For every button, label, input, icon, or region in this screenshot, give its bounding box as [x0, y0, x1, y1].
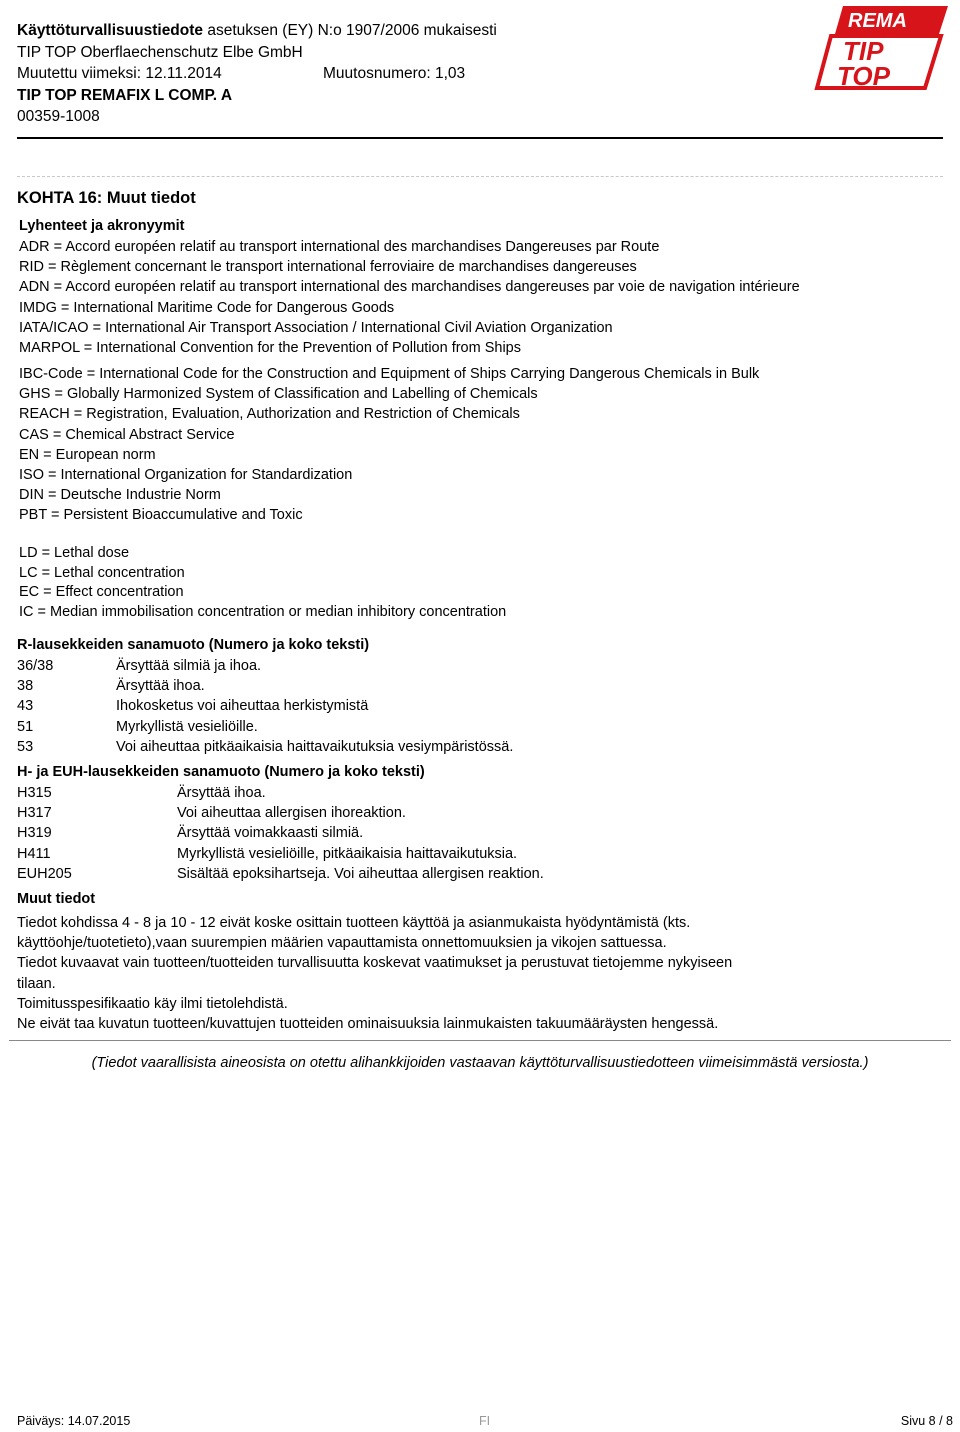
abbrev-item: IC = Median immobilisation concentration or median inhibitory concentration — [19, 603, 507, 620]
r-phrase-code: 43 — [17, 698, 34, 715]
h-phrase-row — [17, 823, 544, 843]
other-info-text — [17, 913, 943, 1034]
section-title: KOHTA 16: Muut tiedot — [17, 189, 196, 207]
company-name: TIP TOP Oberflaechenschutz Elbe GmbH — [17, 43, 303, 61]
r-phrase-row — [17, 696, 513, 716]
document-title — [17, 20, 497, 42]
r-phrase-text: Ärsyttää silmiä ja ihoa. — [116, 658, 262, 674]
modified-date-text: Muutettu viimeksi: 12.11.2014 — [17, 65, 222, 82]
other-info-line: käyttöohje/tuotetieto),vaan suurempien määrien vapauttamista onnettomuuksien ja vikojen sattuessa. — [17, 935, 667, 952]
h-phrase-text: Ärsyttää voimakkaasti silmiä. — [177, 825, 364, 842]
dashed-divider — [17, 176, 943, 177]
abbrev-item: RID = Règlement concernant le transport international ferroviaire de marchandises dangereuses — [19, 259, 637, 276]
abbrev-item: ISO = International Organization for Standardization — [19, 467, 353, 484]
r-phrase-text: Myrkyllistä vesieliöille. — [116, 718, 258, 735]
r-phrase-code: 53 — [17, 738, 34, 755]
r-phrases-table — [17, 656, 513, 757]
abbrev-item: DIN = Deutsche Industrie Norm — [19, 487, 221, 504]
language-code: FI — [479, 1414, 491, 1428]
abbrev-item: MARPOL = International Convention for the Prevention of Pollution from Ships — [19, 340, 521, 357]
other-info-line: tilaan. — [17, 975, 56, 992]
r-phrase-code: 51 — [17, 718, 34, 735]
r-phrase-row — [17, 676, 513, 696]
abbrev-heading: Lyhenteet ja akronyymit — [19, 218, 185, 234]
logo-rema-text: REMA — [848, 10, 907, 32]
abbrev-item: EN = European norm — [19, 446, 156, 463]
h-phrase-code: H315 — [17, 785, 52, 801]
abbrev-item: REACH = Registration, Evaluation, Authorization and Restriction of Chemicals — [19, 406, 520, 423]
r-phrases-heading: R-lausekkeiden sanamuoto (Numero ja koko teksti) — [17, 637, 370, 653]
product-code: 00359-1008 — [17, 108, 100, 125]
h-phrases-heading: H- ja EUH-lausekkeiden sanamuoto (Numero ja koko teksti) — [17, 764, 425, 780]
h-phrases-table — [17, 783, 544, 884]
h-phrase-row — [17, 803, 544, 823]
abbrev-item: IBC-Code = International Code for the Construction and Equipment of Ships Carrying Dangerous Chemicals in Bulk — [19, 366, 760, 382]
modified-date — [17, 63, 497, 85]
abbrev-item: LC = Lethal concentration — [19, 564, 185, 581]
h-phrase-code: H411 — [17, 845, 51, 862]
h-phrase-row — [17, 864, 544, 884]
abbrev-item: PBT = Persistent Bioaccumulative and Toxic — [19, 507, 303, 524]
document-title-rest: asetuksen (EY) N:o 1907/2006 mukaisesti — [207, 22, 497, 39]
r-phrase-row — [17, 737, 513, 757]
source-note: (Tiedot vaarallisista aineosista on otettu alihankkijoiden vastaavan käyttöturvallisuustiedotteen viimeisimmästä versiosta.) — [91, 1055, 869, 1071]
h-phrase-code: EUH205 — [17, 865, 72, 882]
revision-number: Muutosnumero: 1,03 — [323, 65, 466, 82]
h-phrase-code: H319 — [17, 825, 52, 842]
r-phrase-row — [17, 717, 513, 737]
rema-tip-top-logo — [813, 4, 948, 90]
other-info-line: Ne eivät taa kuvatun tuotteen/kuvattujen tuotteiden ominaisuuksia lainmukaisten takuumääräysten hengessä. — [17, 1016, 719, 1033]
r-phrase-code: 36/38 — [17, 658, 54, 674]
h-phrase-text: Voi aiheuttaa allergisen ihoreaktion. — [177, 805, 406, 822]
abbrev-item: IMDG = International Maritime Code for Dangerous Goods — [19, 299, 395, 316]
h-phrase-text: Sisältää epoksihartseja. Voi aiheuttaa allergisen reaktion. — [177, 865, 544, 882]
h-phrase-row — [17, 844, 544, 864]
abbrev-list-2 — [19, 364, 759, 526]
logo-top-text: TOP — [837, 61, 890, 90]
abbrev-list-3 — [19, 544, 506, 622]
page-footer — [17, 1414, 953, 1428]
other-info-line: Toimitusspesifikaatio käy ilmi tietolehdistä. — [17, 995, 288, 1012]
abbrev-item: EC = Effect concentration — [19, 584, 184, 600]
h-phrase-text: Myrkyllistä vesieliöille, pitkäaikaisia haittavaikutuksia. — [177, 845, 518, 862]
r-phrase-text: Ihokosketus voi aiheuttaa herkistymistä — [116, 698, 369, 715]
print-date: Päiväys: 14.07.2015 — [17, 1414, 131, 1428]
document-title-bold: Käyttöturvallisuustiedote — [17, 22, 204, 39]
section-end-divider — [9, 1040, 951, 1041]
document-header — [17, 20, 497, 128]
abbrev-item: ADR = Accord européen relatif au transport international des marchandises Dangereuses par Route — [19, 239, 660, 255]
other-info-line: Tiedot kohdissa 4 - 8 ja 10 - 12 eivät koske osittain tuotteen käyttöä ja asianmukaista hyödyntämistä (kts. — [17, 915, 691, 931]
h-phrase-code: H317 — [17, 805, 52, 822]
r-phrase-text: Ärsyttää ihoa. — [116, 678, 205, 695]
abbrev-item: GHS = Globally Harmonized System of Classification and Labelling of Chemicals — [19, 386, 538, 403]
abbrev-item: LD = Lethal dose — [19, 545, 130, 561]
logo-tip-text: TIP — [843, 36, 884, 66]
page-number: Sivu 8 / 8 — [900, 1414, 953, 1428]
abbrev-item: CAS = Chemical Abstract Service — [19, 426, 235, 443]
other-info-heading: Muut tiedot — [17, 891, 96, 907]
other-info-line: Tiedot kuvaavat vain tuotteen/tuotteiden turvallisuutta koskevat vaatimukset ja perustuvat tietojemme nykyiseen — [17, 955, 733, 972]
h-phrase-text: Ärsyttää ihoa. — [177, 785, 266, 801]
header-divider — [17, 137, 943, 139]
abbrev-item: IATA/ICAO = International Air Transport Association / International Civil Aviation Organization — [19, 319, 613, 336]
abbrev-list-1 — [19, 237, 800, 358]
h-phrase-row — [17, 783, 544, 803]
abbrev-item: ADN = Accord européen relatif au transport international des marchandises dangereuses par voie de navigation intérieure — [19, 279, 800, 296]
r-phrase-code: 38 — [17, 678, 34, 695]
r-phrase-row — [17, 656, 513, 676]
product-name: TIP TOP REMAFIX L COMP. A — [17, 86, 233, 104]
r-phrase-text: Voi aiheuttaa pitkäaikaisia haittavaikutuksia vesiympäristössä. — [116, 738, 514, 755]
